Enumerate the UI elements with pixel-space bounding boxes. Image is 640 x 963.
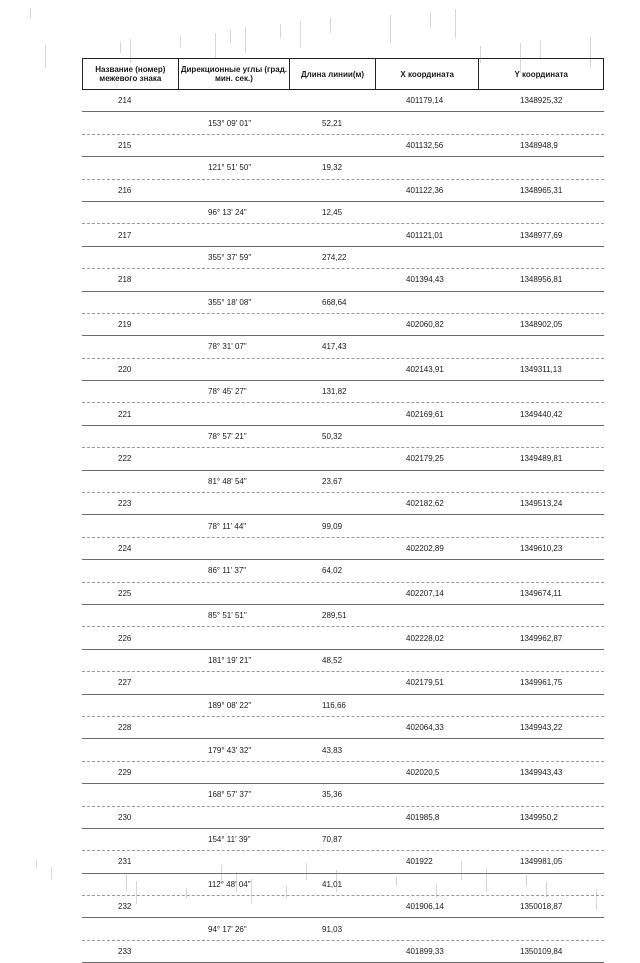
line-length-cell: [290, 224, 376, 245]
segment-row: [82, 426, 604, 448]
y-coordinate-cell: 1348948,9: [520, 140, 558, 150]
line-length-cell: 99,09: [322, 521, 343, 531]
point-name-cell: [82, 202, 178, 223]
line-length-cell: [290, 851, 376, 872]
line-length-cell: 41,01: [322, 879, 343, 889]
direction-angle-cell: [178, 851, 290, 872]
y-coordinate-cell: [480, 560, 604, 581]
point-name-cell: 233: [118, 947, 132, 957]
direction-angle-cell: [178, 896, 290, 917]
y-coordinate-cell: [480, 784, 604, 805]
y-coordinate-cell: 1349943,43: [520, 767, 563, 777]
x-coordinate-cell: 401179,14: [406, 96, 444, 106]
line-length-cell: 50,32: [322, 432, 343, 442]
y-coordinate-cell: 1349674,11: [520, 588, 562, 598]
y-coordinate-cell: 1348977,69: [520, 230, 563, 240]
header-angle: Дирекционные углы (град. мин. сек.): [179, 59, 291, 89]
line-length-cell: [290, 359, 376, 380]
y-coordinate-cell: 1348925,32: [520, 96, 563, 106]
x-coordinate-cell: 401394,43: [406, 275, 444, 285]
point-name-cell: 227: [118, 678, 132, 688]
x-coordinate-cell: 402202,89: [406, 544, 444, 553]
scan-artifact: [330, 18, 331, 33]
point-name-cell: [82, 784, 178, 805]
point-row: [82, 448, 604, 470]
segment-row: [82, 292, 604, 314]
line-length-cell: [290, 180, 376, 201]
point-row: [82, 583, 604, 605]
point-name-cell: [82, 560, 178, 581]
x-coordinate-cell: [376, 426, 480, 447]
direction-angle-cell: [178, 493, 290, 514]
point-row: [82, 135, 604, 157]
x-coordinate-cell: [376, 695, 480, 716]
segment-row: [82, 157, 604, 179]
y-coordinate-cell: 1350018,87: [520, 902, 563, 912]
x-coordinate-cell: 402228,02: [406, 633, 444, 643]
y-coordinate-cell: [480, 695, 604, 716]
x-coordinate-cell: [376, 605, 480, 626]
x-coordinate-cell: 401985,8: [406, 812, 440, 822]
header-length: Длина линии(м): [290, 59, 376, 89]
header-y: Y координата: [514, 69, 568, 79]
direction-angle-cell: [178, 359, 290, 380]
line-length-cell: 43,83: [322, 745, 343, 755]
point-name-cell: [82, 471, 178, 492]
segment-row: [82, 784, 604, 806]
scan-artifact: [596, 889, 597, 910]
line-length-cell: [290, 314, 376, 335]
table-header: [82, 59, 604, 90]
point-row: [82, 493, 604, 515]
scan-artifact: [461, 861, 462, 880]
y-coordinate-cell: [480, 650, 604, 671]
direction-angle-cell: [178, 135, 290, 156]
point-row: [82, 627, 604, 649]
scan-artifact: [455, 9, 456, 38]
point-name-cell: 229: [118, 767, 132, 777]
scan-artifact: [30, 8, 31, 18]
point-name-cell: [82, 874, 178, 895]
point-name-cell: 219: [118, 320, 132, 330]
y-coordinate-cell: [480, 515, 604, 536]
scan-artifact: [486, 868, 487, 892]
line-length-cell: [290, 403, 376, 424]
direction-angle-cell: [178, 403, 290, 424]
point-row: [82, 762, 604, 784]
y-coordinate-cell: 1349489,81: [520, 454, 563, 464]
x-coordinate-cell: [376, 515, 480, 536]
line-length-cell: 35,36: [322, 790, 343, 800]
y-coordinate-cell: [480, 739, 604, 760]
direction-angle-cell: 86° 11' 37": [208, 566, 247, 576]
x-coordinate-cell: 402182,62: [406, 499, 444, 509]
y-coordinate-cell: [480, 874, 604, 895]
direction-angle-cell: 94° 17' 26": [208, 924, 247, 934]
point-row: [82, 896, 604, 918]
line-length-cell: 52,21: [322, 118, 343, 128]
x-coordinate-cell: [376, 471, 480, 492]
direction-angle-cell: 189° 08' 22": [208, 700, 252, 710]
x-coordinate-cell: [376, 292, 480, 313]
line-length-cell: 23,67: [322, 476, 343, 486]
x-coordinate-cell: [376, 381, 480, 402]
direction-angle-cell: 154° 11' 39": [208, 835, 251, 845]
direction-angle-cell: 112° 48' 04": [208, 879, 251, 889]
direction-angle-cell: 168° 57' 37": [208, 790, 252, 800]
header-x: X координата: [376, 59, 480, 89]
line-length-cell: [290, 90, 376, 111]
point-name-cell: [82, 515, 178, 536]
header-name: Название (номер) межевого знака: [83, 59, 179, 89]
scan-artifact: [480, 46, 481, 63]
y-coordinate-cell: [480, 202, 604, 223]
segment-row: [82, 515, 604, 537]
point-row: [82, 538, 604, 560]
line-length-cell: [290, 762, 376, 783]
point-row: [82, 359, 604, 381]
point-row: [82, 90, 604, 112]
segment-row: [82, 829, 604, 851]
y-coordinate-cell: 1349440,42: [520, 409, 563, 419]
direction-angle-cell: 78° 11' 44": [208, 521, 247, 531]
y-coordinate-cell: 1349311,13: [520, 364, 562, 374]
segment-row: [82, 695, 604, 717]
point-name-cell: 215: [118, 140, 132, 150]
segment-row: [82, 918, 604, 940]
scan-artifact: [120, 42, 121, 53]
scan-artifact: [180, 36, 181, 48]
point-name-cell: 221: [118, 409, 132, 419]
scan-artifact: [390, 15, 391, 43]
scan-artifact: [186, 888, 187, 898]
direction-angle-cell: [178, 538, 290, 559]
x-coordinate-cell: [376, 918, 480, 939]
scan-artifact: [300, 21, 301, 48]
point-row: [82, 851, 604, 873]
x-coordinate-cell: [376, 739, 480, 760]
point-name-cell: 224: [118, 544, 132, 553]
scan-artifact: [215, 33, 216, 58]
y-coordinate-cell: 1349981,05: [520, 857, 563, 867]
x-coordinate-cell: 401922: [406, 857, 433, 867]
point-name-cell: [82, 605, 178, 626]
point-name-cell: [82, 381, 178, 402]
direction-angle-cell: [178, 583, 290, 604]
y-coordinate-cell: [480, 829, 604, 850]
table-body: [82, 90, 604, 963]
direction-angle-cell: 81° 48' 54": [208, 476, 247, 486]
x-coordinate-cell: [376, 560, 480, 581]
scan-artifact: [526, 875, 527, 886]
y-coordinate-cell: [480, 292, 604, 313]
scan-artifact: [286, 886, 287, 898]
segment-row: [82, 112, 604, 134]
scan-artifact: [590, 37, 591, 68]
x-coordinate-cell: 402207,14: [406, 588, 444, 598]
direction-angle-cell: [178, 717, 290, 738]
coordinates-table: [82, 58, 604, 963]
line-length-cell: [290, 135, 376, 156]
segment-row: [82, 560, 604, 582]
line-length-cell: 70,87: [322, 835, 343, 845]
direction-angle-cell: [178, 941, 290, 962]
line-length-cell: 289,51: [322, 611, 347, 621]
scan-artifact: [221, 865, 222, 880]
x-coordinate-cell: [376, 157, 480, 178]
x-coordinate-cell: 402020,5: [406, 767, 440, 777]
scan-artifact: [230, 30, 231, 43]
x-coordinate-cell: 402169,61: [406, 409, 444, 419]
x-coordinate-cell: 402143,91: [406, 364, 444, 374]
scan-artifact: [520, 43, 521, 73]
y-coordinate-cell: 1348956,81: [520, 275, 563, 285]
direction-angle-cell: 85° 51' 51": [208, 611, 247, 621]
direction-angle-cell: 96° 13' 24": [208, 208, 247, 218]
scan-artifact: [396, 877, 397, 886]
segment-row: [82, 739, 604, 761]
x-coordinate-cell: 402064,33: [406, 723, 444, 733]
line-length-cell: 64,02: [322, 566, 343, 576]
line-length-cell: [290, 807, 376, 828]
point-name-cell: [82, 292, 178, 313]
x-coordinate-cell: 401121,01: [406, 230, 444, 240]
point-row: [82, 180, 604, 202]
line-length-cell: 19,32: [322, 163, 343, 173]
point-name-cell: 228: [118, 723, 132, 733]
direction-angle-cell: 179° 43' 32": [208, 745, 252, 755]
x-coordinate-cell: 401122,36: [406, 185, 444, 195]
y-coordinate-cell: 1349610,23: [520, 544, 563, 553]
point-name-cell: 226: [118, 633, 132, 643]
point-row: [82, 314, 604, 336]
line-length-cell: [290, 941, 376, 962]
y-coordinate-cell: 1348902,05: [520, 320, 563, 330]
x-coordinate-cell: [376, 247, 480, 268]
segment-row: [82, 650, 604, 672]
line-length-cell: 48,52: [322, 655, 343, 665]
x-coordinate-cell: 402060,82: [406, 320, 444, 330]
point-row: [82, 224, 604, 246]
x-coordinate-cell: 402179,51: [406, 678, 444, 688]
y-coordinate-cell: 1349513,24: [520, 499, 563, 509]
scan-artifact: [51, 867, 52, 880]
scan-artifact: [436, 884, 437, 898]
x-coordinate-cell: 401906,14: [406, 902, 444, 912]
point-name-cell: 216: [118, 185, 132, 195]
point-name-cell: [82, 829, 178, 850]
x-coordinate-cell: [376, 829, 480, 850]
line-length-cell: [290, 717, 376, 738]
point-name-cell: [82, 650, 178, 671]
segment-row: [82, 247, 604, 269]
direction-angle-cell: [178, 269, 290, 290]
point-row: [82, 807, 604, 829]
y-coordinate-cell: [480, 247, 604, 268]
point-name-cell: 225: [118, 588, 132, 598]
line-length-cell: 274,22: [322, 252, 347, 262]
direction-angle-cell: [178, 762, 290, 783]
direction-angle-cell: 78° 45' 27": [208, 387, 247, 397]
y-coordinate-cell: [480, 112, 604, 133]
y-coordinate-cell: [480, 381, 604, 402]
point-row: [82, 941, 604, 963]
direction-angle-cell: [178, 180, 290, 201]
line-length-cell: [290, 448, 376, 469]
point-name-cell: 214: [118, 96, 132, 106]
line-length-cell: 91,03: [322, 924, 343, 934]
point-row: [82, 403, 604, 425]
x-coordinate-cell: [376, 202, 480, 223]
point-name-cell: 220: [118, 364, 132, 374]
scan-artifact: [130, 39, 131, 63]
point-name-cell: [82, 739, 178, 760]
scan-artifact: [126, 874, 127, 892]
y-coordinate-cell: 1348965,31: [520, 185, 563, 195]
x-coordinate-cell: [376, 336, 480, 357]
direction-angle-cell: [178, 90, 290, 111]
direction-angle-cell: [178, 672, 290, 693]
x-coordinate-cell: [376, 874, 480, 895]
x-coordinate-cell: [376, 112, 480, 133]
point-row: [82, 717, 604, 739]
line-length-cell: 417,43: [322, 342, 347, 352]
point-name-cell: 223: [118, 499, 132, 509]
y-coordinate-cell: [480, 471, 604, 492]
y-coordinate-cell: [480, 918, 604, 939]
line-length-cell: [290, 672, 376, 693]
direction-angle-cell: 121° 51' 50": [208, 163, 252, 173]
line-length-cell: [290, 627, 376, 648]
point-name-cell: 230: [118, 812, 132, 822]
x-coordinate-cell: 402179,25: [406, 454, 444, 464]
point-row: [82, 672, 604, 694]
y-coordinate-cell: 1350109,84: [520, 947, 563, 957]
line-length-cell: [290, 583, 376, 604]
point-name-cell: [82, 918, 178, 939]
point-name-cell: [82, 157, 178, 178]
y-coordinate-cell: 1349950,2: [520, 812, 558, 822]
point-name-cell: 222: [118, 454, 132, 464]
direction-angle-cell: 78° 57' 21": [208, 432, 247, 442]
direction-angle-cell: 181° 19' 21": [208, 655, 252, 665]
segment-row: [82, 202, 604, 224]
line-length-cell: [290, 493, 376, 514]
point-name-cell: [82, 112, 178, 133]
y-coordinate-cell: [480, 157, 604, 178]
direction-angle-cell: [178, 448, 290, 469]
scan-artifact: [136, 881, 137, 904]
direction-angle-cell: 355° 18' 08": [208, 297, 252, 307]
y-coordinate-cell: 1349961,75: [520, 678, 563, 688]
point-name-cell: [82, 247, 178, 268]
point-name-cell: 232: [118, 902, 132, 912]
direction-angle-cell: [178, 807, 290, 828]
point-name-cell: [82, 336, 178, 357]
y-coordinate-cell: [480, 336, 604, 357]
scan-artifact: [280, 24, 281, 38]
scan-artifact: [336, 870, 337, 892]
line-length-cell: [290, 896, 376, 917]
point-row: [82, 269, 604, 291]
scan-artifact: [540, 40, 541, 58]
x-coordinate-cell: [376, 784, 480, 805]
direction-angle-cell: [178, 224, 290, 245]
y-coordinate-cell: 1349962,87: [520, 633, 563, 643]
scan-artifact: [45, 45, 46, 68]
y-coordinate-cell: [480, 605, 604, 626]
point-name-cell: 218: [118, 275, 132, 285]
x-coordinate-cell: 401899,33: [406, 947, 444, 957]
scan-artifact: [236, 872, 237, 892]
direction-angle-cell: [178, 314, 290, 335]
line-length-cell: 12,45: [322, 208, 343, 218]
x-coordinate-cell: [376, 650, 480, 671]
y-coordinate-cell: 1349943,22: [520, 723, 563, 733]
scan-artifact: [36, 860, 37, 868]
point-name-cell: 217: [118, 230, 132, 240]
line-length-cell: 131,82: [322, 387, 347, 397]
scan-artifact: [546, 882, 547, 898]
line-length-cell: 668,64: [322, 297, 347, 307]
direction-angle-cell: 153° 09' 01": [208, 118, 252, 128]
scan-artifact: [245, 27, 246, 53]
y-coordinate-cell: [480, 426, 604, 447]
line-length-cell: 116,66: [322, 700, 346, 710]
point-name-cell: [82, 426, 178, 447]
direction-angle-cell: 78° 31' 07": [208, 342, 247, 352]
segment-row: [82, 605, 604, 627]
scan-artifact: [306, 863, 307, 880]
segment-row: [82, 471, 604, 493]
point-name-cell: [82, 695, 178, 716]
line-length-cell: [290, 538, 376, 559]
direction-angle-cell: 355° 37' 59": [208, 252, 252, 262]
direction-angle-cell: [178, 627, 290, 648]
line-length-cell: [290, 269, 376, 290]
x-coordinate-cell: 401132,56: [406, 140, 444, 150]
segment-row: [82, 381, 604, 403]
scan-artifact: [430, 12, 431, 28]
scan-artifact: [251, 879, 252, 904]
segment-row: [82, 336, 604, 358]
point-name-cell: 231: [118, 857, 132, 867]
